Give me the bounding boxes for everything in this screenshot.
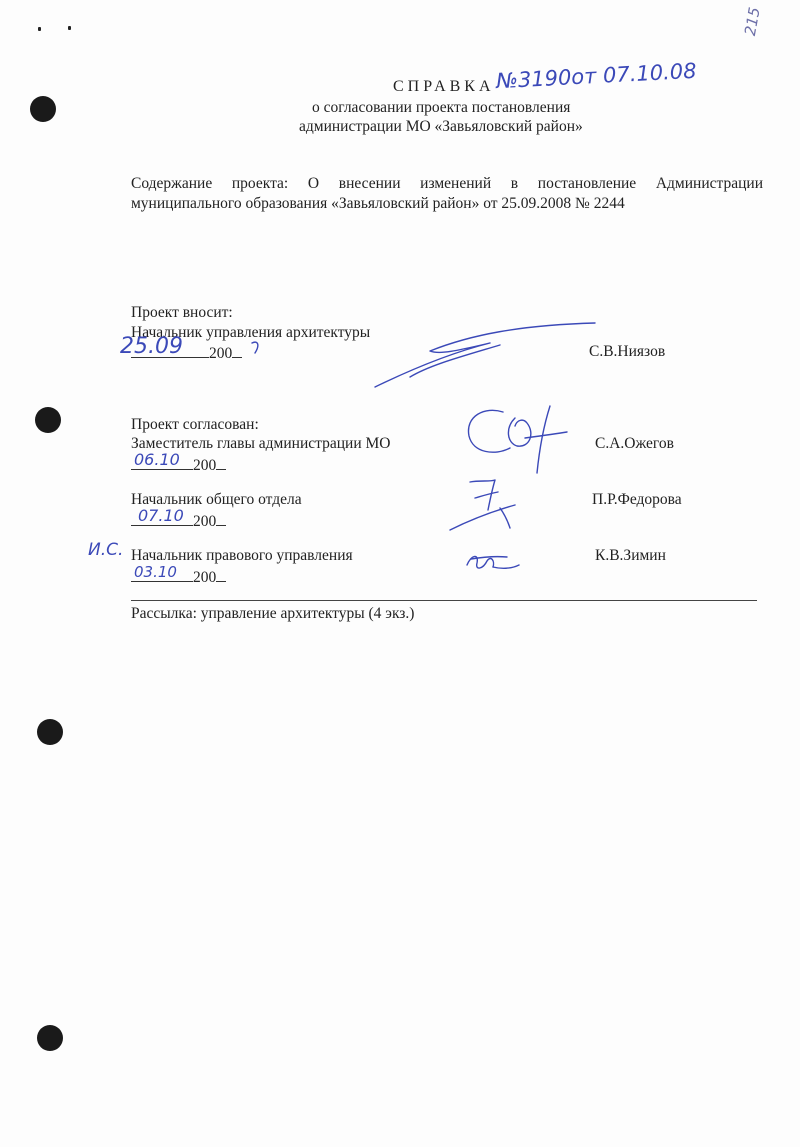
distribution-divider	[131, 600, 757, 601]
punch-hole	[37, 719, 63, 745]
approval-2-name: П.Р.Федорова	[592, 491, 682, 508]
approval-1-name: С.А.Ожегов	[595, 435, 674, 452]
submitter-position: Начальник управления архитектуры	[131, 324, 371, 341]
document-subtitle-line2: администрации МО «Завьяловский район»	[299, 118, 583, 135]
scan-speck	[38, 27, 41, 31]
punch-hole	[35, 407, 61, 433]
corner-handwritten-mark: 215	[741, 5, 764, 38]
punch-hole	[30, 96, 56, 122]
approval-1-signature	[455, 398, 585, 478]
approval-3-handwritten-date: 03.10	[134, 563, 177, 581]
approval-1-position: Заместитель главы администрации МО	[131, 435, 391, 452]
approval-2-position: Начальник общего отдела	[131, 491, 302, 508]
document-subtitle-line1: о согласовании проекта постановления	[312, 99, 571, 116]
document-title: СПРАВКА	[393, 78, 495, 95]
approval-3-margin-note: И.С.	[88, 540, 124, 560]
approval-2-handwritten-date: 07.10	[138, 506, 184, 525]
registration-number: №3190от 07.10.08	[495, 58, 698, 94]
approval-3-name: К.В.Зимин	[595, 547, 666, 564]
project-content: Содержание проекта: О внесении изменений в постановление Администрации муниципального образования «Завьяловский район» от 25.09.2008 № 2244	[131, 175, 763, 212]
punch-hole	[37, 1025, 63, 1051]
submitter-heading: Проект вносит:	[131, 304, 233, 321]
approval-2-signature	[440, 470, 540, 540]
submitter-name: С.В.Ниязов	[589, 343, 666, 360]
approval-1-year: 200	[193, 457, 217, 474]
approval-2-year: 200	[193, 513, 217, 530]
submitter-year: 200	[209, 345, 233, 362]
approvals-heading: Проект согласован:	[131, 416, 259, 433]
approval-3-signature	[463, 545, 533, 580]
submitter-handwritten-date: 25.09	[120, 334, 183, 359]
distribution-text: Рассылка: управление архитектуры (4 экз.)	[131, 605, 415, 622]
scan-speck	[68, 26, 71, 30]
approval-1-handwritten-date: 06.10	[134, 450, 180, 469]
submitter-signature	[370, 315, 610, 395]
approval-3-year: 200	[193, 569, 217, 586]
approval-3-position: Начальник правового управления	[131, 547, 353, 564]
